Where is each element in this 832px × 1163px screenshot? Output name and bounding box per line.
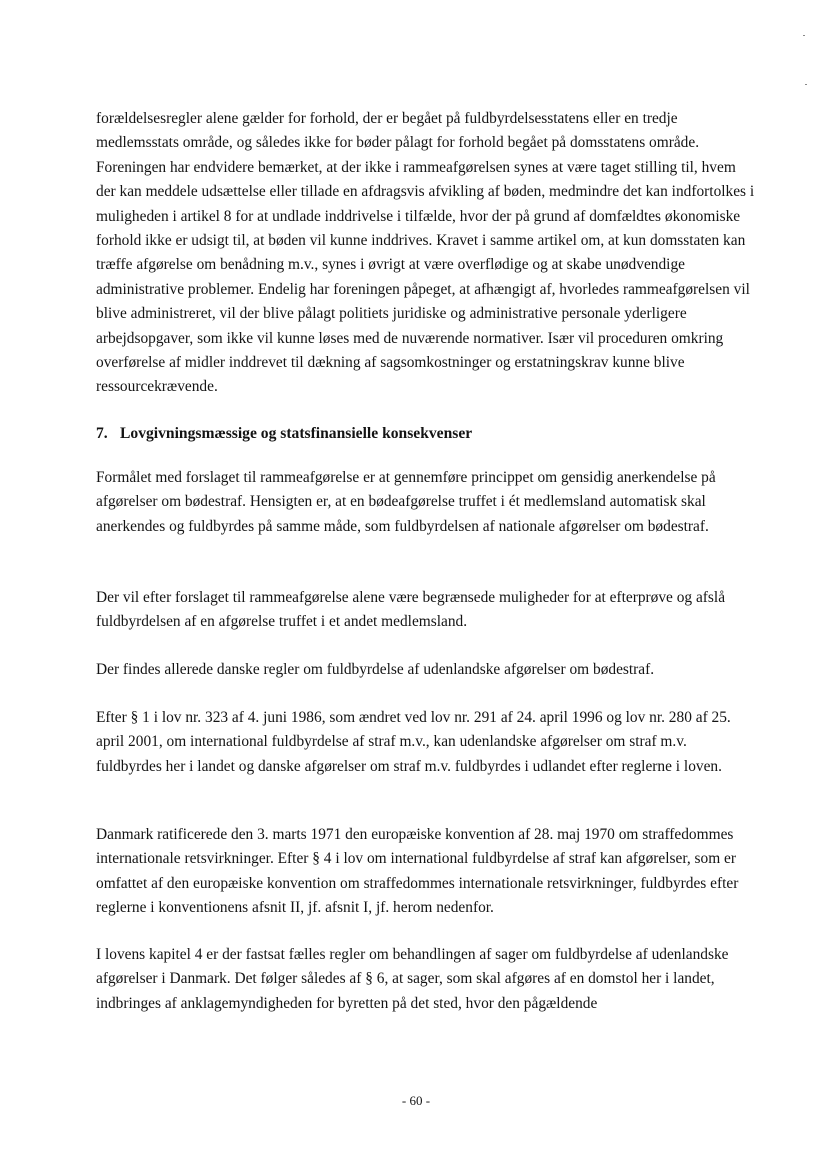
- section-title: Lovgivningsmæssige og statsfinansielle konsekvenser: [120, 425, 473, 442]
- paragraph-chapter-4: I lovens kapitel 4 er der fastsat fælles regler om behandlingen af sager om fuldbyrdelse af udenlandske afgørelser i Danmark. Det følger således af § 6, at sager, som skal afgøres af en domstol her i landet, indbringes af anklagemyndigheden for byretten på det sted, hvor den pågældende: [96, 946, 729, 1012]
- scan-speck: [803, 35, 805, 36]
- section-heading: [96, 422, 756, 446]
- paragraph-purpose: Formålet med forslaget til rammeafgørelse er at gennemføre princippet om gensidig anerkendelse på afgørelser om bødestraf. Hensigten er, at en bødeafgørelse truffet i ét medlemsland automatisk skal anerkendes og fuldbyrdes på samme måde, som fuldbyrdelsen af nationale afgørelser om bødestraf.: [96, 469, 716, 535]
- paragraph-convention: Danmark ratificerede den 3. marts 1971 den europæiske konvention af 28. maj 1970 om straffedommes internationale retsvirkninger. Efter § 4 i lov om international fuldbyrdelse af straf kan afgørelser, som er omfattet af den europæiske konvention om straffedommes internationale retsvirkninger, fuldbyrdes efter reglerne i konventionens afsnit II, jf. afsnit I, jf. herom nedenfor.: [96, 826, 739, 917]
- paragraph-law-323: Efter § 1 i lov nr. 323 af 4. juni 1986, som ændret ved lov nr. 291 af 24. april 1996 og lov nr. 280 af 25. april 2001, om international fuldbyrdelse af straf m.v., kan udenlandske afgørelser om straf m.v. fuldbyrdes her i landet og danske afgørelser om straf m.v. fuldbyrdes i udlandet efter reglerne i loven.: [96, 709, 731, 775]
- paragraph-limited-review: Der vil efter forslaget til rammeafgørelse alene være begrænsede muligheder for at efterprøve og afslå fuldbyrdelsen af en afgørelse truffet i et andet medlemsland.: [96, 589, 726, 631]
- paragraph-commentary: forældelsesregler alene gælder for forhold, der er begået på fuldbyrdelsesstatens eller en tredje medlemsstats område, og således ikke for bøder pålagt for forhold begået på domsstatens område. Foreningen har endvidere bemærket, at der ikke i rammeafgørelsen synes at være taget stilling til, hvem der kan meddele udsættelse eller tillade en afdragsvis afvikling af bøden, medmindre det kan indfortolkes i muligheden i artikel 8 for at undlade inddrivelse i tilfælde, hvor der på grund af domfældtes økonomiske forhold ikke er udsigt til, at bøden vil kunne inddrives. Kravet i samme artikel om, at kun domsstaten kan træffe afgørelse om benådning m.v., synes i øvrigt at være overflødige og at skabe unødvendige administrative problemer. Endelig har foreningen påpeget, at afhængigt af, hvorledes rammeafgørelsen vil blive administreret, vil der blive pålagt politiets juridiske og administrative personale yderligere arbejdsopgaver, som ikke vil kunne løses med de nuværende normativer. Især vil proceduren omkring overførelse af midler inddrevet til dækning af sagsomkostninger og erstatningskrav kunne blive ressourcekrævende.: [96, 110, 755, 396]
- page-number: - 60 -: [401, 1093, 431, 1108]
- scan-speck: [805, 84, 807, 85]
- section-number: 7.: [96, 425, 108, 442]
- paragraph-existing-rules: Der findes allerede danske regler om fuldbyrdelse af udenlandske afgørelser om bødestraf.: [96, 661, 655, 678]
